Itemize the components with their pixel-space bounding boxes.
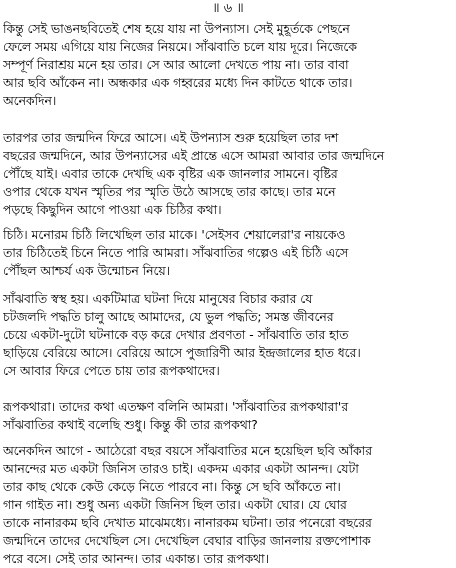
paragraph-4 <box>3 290 452 380</box>
text-line: আনন্দের মত একটা জিনিস তারও চাই। একদম একার একটা আনন্দ। যেটা <box>3 462 359 476</box>
text-line: পড়ছে কিছুদিন আগে পাওয়া এক চিঠির কথা। <box>3 203 222 217</box>
text-line: কিন্তু সেই ভাঙনছবিতেই শেষ হয়ে যায় না উপন্যাস। সেই মুহূর্তকে পেছনে <box>3 22 350 36</box>
text-line: ফেলে সময় এগিয়ে যায় নিজের নিয়মে। সাঁঝবাতি চলে যায় দূরে। নিজেকে <box>3 40 357 54</box>
text-line: পৌঁছে যাই। এবার তাকে দেখছি এক বৃষ্টির এক জানলার সামনে। বৃষ্টির <box>3 167 338 181</box>
text-line: রূপকথারা। তাদের কথা এতক্ষণ বলিনি আমরা। 'সাঁঝবাতির রূপকথারা'র <box>3 400 349 414</box>
text-line: তার কাছ থেকে কেউ কেড়ে নিতে পারবে না। কিন্তু সে ছবি আঁকতে না। <box>3 480 341 494</box>
paragraph-5 <box>3 398 452 434</box>
text-line: চটজলদি পদ্ধতি চালু আছে আমাদের, যে ভুল পদ্ধতি; সমস্ত জীবনের <box>3 310 334 324</box>
text-line: সে আবার ফিরে পেতে চায় তার রূপকথাদের। <box>3 364 220 378</box>
paragraph-3 <box>3 226 452 280</box>
paragraph-1 <box>3 20 452 110</box>
text-line: তাকে নানারকম ছবি দেখাত মাঝেমধ্যে। নানারকম ঘটনা। তার পনেরো বছরের <box>3 516 372 530</box>
text-line: জন্মদিনে তাদের দেখেছিল সে। দেখেছিল বেঘার বাড়ির জানলায় রক্তপোশাক <box>3 534 371 548</box>
text-line: চেয়ে একটা-দুটো ঘটনাকে বড় করে দেখার প্রবণতা - সাঁঝবাতি তার হাত <box>3 328 349 342</box>
text-line: গান গাইত না। শুধু অন্য একটা জিনিস ছিল তার। একটা ঘোর। যে ঘোর <box>3 498 347 512</box>
text-line: তার চিঠিতেই চিনে নিতে পারি আমরা। সাঁঝবাতির গল্পেও এই চিঠি এসে <box>3 246 349 260</box>
text-line: পৌঁছল আশ্চর্য এক উন্মোচন নিয়ে। <box>3 264 171 278</box>
text-line: সাঁঝবাতি স্বস্থ হয়। একটিমাত্র ঘটনা দিয়ে মানুষের বিচার করার যে <box>3 292 313 306</box>
text-line: অনেকদিন। <box>3 94 57 108</box>
chapter-number: ॥ ৬ ॥ <box>212 1 244 16</box>
text-line: পরে বসে। সেই তার আনন্দ। তার একান্ত। তার রূপকথা। <box>3 552 269 566</box>
text-line: ছাড়িয়ে বেরিয়ে আসে। বেরিয়ে আসে পুজারিণী আর ইন্দ্রজালের হাত ধরে। <box>3 346 361 360</box>
text-line: অনেকদিন আগে - আঠেরো বছর বয়সে সাঁঝবাতির মনে হয়েছিল ছবি আঁকার <box>3 444 372 458</box>
text-line: সাঁঝবাতির কথাই বলেছি শুধু। কিন্তু কী তার রূপকথা? <box>3 418 258 432</box>
text-line: চিঠি। মনোরম চিঠি লিখেছিল তার মাকে। 'সেইসব শেয়ালেরা'র নায়কেও <box>3 228 346 242</box>
text-line: ওপার থেকে যখন স্মৃতির পর স্মৃতি উঠে আসছে তার কাছে। তার মনে <box>3 185 336 199</box>
text-line: আর ছবি আঁকেন না। অন্ধকার এক গহ্বরের মধ্যে দিন কাটতে থাকে তার। <box>3 76 353 90</box>
text-line: বছরের জন্মদিনে, আর উপন্যাসের এই প্রান্তে এসে আমরা আবার তার জন্মদিনে <box>3 149 385 163</box>
text-line: তারপর তার জন্মদিন ফিরে আসে। এই উপন্যাস শুরু হয়েছিল তার দশ <box>3 131 339 145</box>
paragraph-2 <box>3 129 452 219</box>
paragraph-6 <box>3 442 452 568</box>
text-line: সম্পূর্ণ নিরাশ্রয় মনে হয় তার। সে আর আলো দেখতে পায় না। তার বাবা <box>3 58 349 72</box>
